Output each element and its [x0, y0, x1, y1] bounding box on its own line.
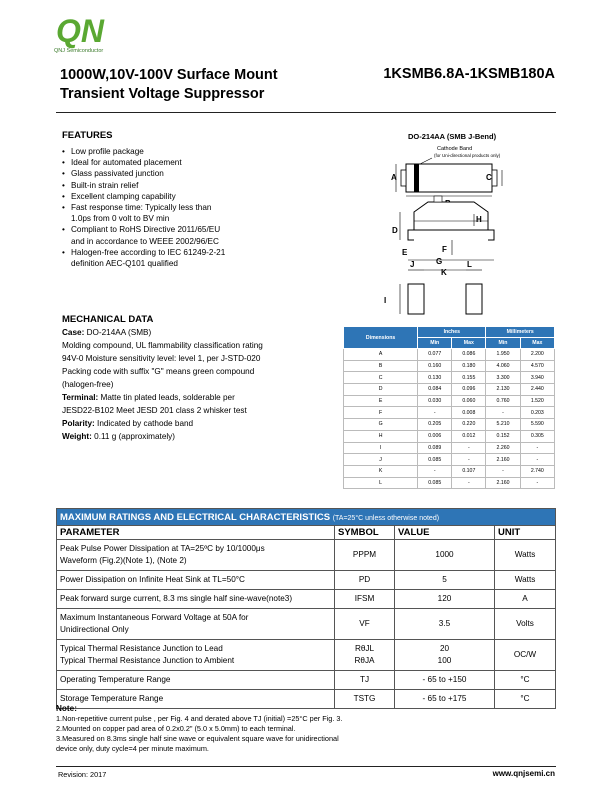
dimension-cell: 0.160 [418, 360, 452, 372]
dimension-cell: 5.210 [486, 419, 520, 431]
dimension-cell: - [520, 477, 554, 489]
feature-item: • Ideal for automated placement [62, 157, 332, 168]
feature-item: • Excellent clamping capability [62, 191, 332, 202]
dimension-cell: 0.077 [418, 349, 452, 361]
header-divider [56, 112, 556, 113]
dimension-cell: - [452, 442, 486, 454]
rating-value: 5 [395, 571, 495, 590]
dimension-cell: G [344, 419, 418, 431]
svg-text:H: H [476, 215, 482, 224]
dimension-row [344, 360, 555, 372]
rating-symbol: TSTG [335, 690, 395, 709]
dimension-cell: 0.203 [520, 407, 554, 419]
feature-item: • Fast response time: Typically less than 1.0ps from 0 volt to BV min [62, 202, 332, 224]
ratings-banner: MAXIMUM RATINGS AND ELECTRICAL CHARACTERISTICS (TA=25°C unless otherwise noted) [57, 509, 556, 526]
dimension-cell: B [344, 360, 418, 372]
dimension-row [344, 384, 555, 396]
inches-header: Inches [418, 327, 486, 338]
svg-text:K: K [441, 268, 447, 277]
rating-row [57, 590, 556, 609]
dimension-cell: - [418, 465, 452, 477]
max-ratings-table: MAXIMUM RATINGS AND ELECTRICAL CHARACTERISTICS (TA=25°C unless otherwise noted) PARAMETER SYMBOL VALUE UNIT Peak Pulse Power Dissipation at TA=25ºC by 10/1000μs Waveform (Fig.2)(Note 1), (Note 2) PPPM 1000 Watts Power Dissipation on Infinite Heat Sink at TL=50°C PD 5 Watts Peak forward surge current, 8.3 ms single half sine-wave(note3) IFSM 120 A Maximum Instantaneous Forward Voltage at 50A for Unidirectional Only VF 3.5 Volts Typical Thermal Resistance Junction to Lead Typical Thermal Resistance Junction to Ambient RθJL RθJA 20 100 OC/W Operating Temperature Range TJ - 65 to +150 °C Storage Temperature Range TSTG - 65 to +175 °C [56, 508, 556, 709]
rating-param: Operating Temperature Range [57, 671, 335, 690]
rating-symbol: RθJL RθJA [335, 640, 395, 671]
dimension-cell: 0.084 [418, 384, 452, 396]
dimension-cell: 5.590 [520, 419, 554, 431]
svg-text:I: I [384, 296, 387, 305]
rating-value: - 65 to +175 [395, 690, 495, 709]
dimension-row [344, 419, 555, 431]
rating-param: Peak forward surge current, 8.3 ms single half sine-wave(note3) [57, 590, 335, 609]
dimension-cell: 0.060 [452, 395, 486, 407]
dimension-cell: 3.940 [520, 372, 554, 384]
feature-item: • Low profile package [62, 146, 332, 157]
dimension-cell: I [344, 442, 418, 454]
dimension-cell: J [344, 454, 418, 466]
rating-param: Power Dissipation on Infinite Heat Sink at TL=50°C [57, 571, 335, 590]
rating-symbol: PD [335, 571, 395, 590]
svg-text:E: E [402, 248, 408, 257]
dimension-cell: 0.305 [520, 430, 554, 442]
dimension-cell: - [520, 454, 554, 466]
rating-symbol: TJ [335, 671, 395, 690]
dimension-cell: A [344, 349, 418, 361]
svg-text:G: G [436, 257, 443, 266]
dimension-cell: - [486, 407, 520, 419]
dimension-row [344, 430, 555, 442]
dimension-cell: 4.060 [486, 360, 520, 372]
dimension-cell: 0.089 [418, 442, 452, 454]
dimension-row [344, 407, 555, 419]
dimension-cell: 0.085 [418, 477, 452, 489]
mechanical-data-block: Case: DO-214AA (SMB) Molding compound, UL flammability classification rating 94V-0 Moisture sensitivity level: level 1, per J-STD-020 Packing code with suffix "G" means green compound (halogen-free) Terminal: Matte tin plated leads, solderable per JESD22-B102 Meet JESD 201 class 2 whisker test Polarity: Indicated by cathode band Weight: 0.11 g (approximately) [62, 328, 263, 441]
revision-text: Revision: 2017 [58, 770, 107, 779]
rating-symbol: IFSM [335, 590, 395, 609]
dimension-cell: 1.950 [486, 349, 520, 361]
dimension-cell: 0.152 [486, 430, 520, 442]
rating-value: 20 100 [395, 640, 495, 671]
features-list [62, 146, 332, 269]
dimension-row [344, 477, 555, 489]
rating-unit: OC/W [495, 640, 556, 671]
dimension-cell: D [344, 384, 418, 396]
dimension-row [344, 349, 555, 361]
rating-unit: Watts [495, 571, 556, 590]
dimension-cell: L [344, 477, 418, 489]
dimension-row [344, 395, 555, 407]
feature-item: • Glass passivated junction [62, 168, 332, 179]
dimension-cell: 0.085 [418, 454, 452, 466]
features-heading: FEATURES [62, 130, 113, 141]
rating-value: 1000 [395, 540, 495, 571]
dimension-cell: 0.220 [452, 419, 486, 431]
dimension-cell: 4.570 [520, 360, 554, 372]
rating-symbol: VF [335, 609, 395, 640]
rating-unit: °C [495, 690, 556, 709]
feature-item: • Compliant to RoHS Directive 2011/65/EU and in accordance to WEEE 2002/96/EC [62, 224, 332, 246]
rating-value: 3.5 [395, 609, 495, 640]
dimension-cell: 2.160 [486, 454, 520, 466]
feature-item: • Halogen-free according to IEC 61249-2-21 definition AEC-Q101 qualified [62, 247, 332, 269]
dimension-cell: 0.760 [486, 395, 520, 407]
dimensions-table: Dimensions Inches Millimeters Min Max Min Max A 0.077 0.086 1.950 2.200 B 0.160 0.180 4.060 4.570 C 0.130 0.155 3.300 3.940 D 0.084 0.096 2.130 2.440 E 0.030 0.060 0.760 1.520 F - 0.008 - 0.203 G 0.205 0.220 5.210 5.590 H 0.006 0.012 0.152 0.305 I 0.089 - 2.260 - J 0.085 - 2.160 - K - 0.107 - 2.740 L 0.085 - 2.160 - [343, 326, 555, 489]
dimension-cell: 0.012 [452, 430, 486, 442]
dimension-cell: 0.030 [418, 395, 452, 407]
footer-divider [56, 766, 556, 767]
dimension-cell: 2.200 [520, 349, 554, 361]
rating-unit: °C [495, 671, 556, 690]
rating-value: 120 [395, 590, 495, 609]
dimension-cell: K [344, 465, 418, 477]
mm-header: Millimeters [486, 327, 555, 338]
dim-header: Dimensions [344, 327, 418, 349]
logo-text: QN [56, 13, 104, 49]
company-name: QNJ Semiconductor [54, 48, 104, 54]
mechanical-heading: MECHANICAL DATA [62, 314, 154, 325]
rating-symbol: PPPM [335, 540, 395, 571]
dimension-cell: 2.130 [486, 384, 520, 396]
dimension-cell: 0.107 [452, 465, 486, 477]
dimension-cell: 0.205 [418, 419, 452, 431]
dimension-cell: - [520, 442, 554, 454]
rating-param: Typical Thermal Resistance Junction to Lead Typical Thermal Resistance Junction to Ambient [57, 640, 335, 671]
dimension-row [344, 372, 555, 384]
website-link[interactable]: www.qnjsemi.cn [492, 769, 555, 778]
dimension-cell: 0.096 [452, 384, 486, 396]
dimension-cell: - [452, 477, 486, 489]
page-title: 1000W,10V-100V Surface Mount Transient Voltage Suppressor [60, 67, 278, 102]
svg-text:J: J [410, 260, 415, 269]
svg-text:A: A [391, 173, 397, 182]
dimension-cell: - [486, 465, 520, 477]
rating-unit: A [495, 590, 556, 609]
dimension-cell: C [344, 372, 418, 384]
dimension-row [344, 454, 555, 466]
rating-param: Storage Temperature Range [57, 690, 335, 709]
rating-param: Peak Pulse Power Dissipation at TA=25ºC by 10/1000μs Waveform (Fig.2)(Note 1), (Note 2) [57, 540, 335, 571]
svg-text:D: D [392, 226, 398, 235]
cathode-band-label: Cathode Band [437, 146, 473, 152]
dimension-cell: H [344, 430, 418, 442]
svg-text:F: F [442, 245, 447, 254]
rating-value: - 65 to +150 [395, 671, 495, 690]
dimension-cell: E [344, 395, 418, 407]
dimension-cell: 2.440 [520, 384, 554, 396]
dimension-cell: 3.300 [486, 372, 520, 384]
dimension-cell: 0.130 [418, 372, 452, 384]
dimension-cell: - [418, 407, 452, 419]
dimension-cell: 0.008 [452, 407, 486, 419]
dimension-cell: 0.006 [418, 430, 452, 442]
feature-item: • Built-in strain relief [62, 180, 332, 191]
dimension-row [344, 442, 555, 454]
dimension-cell: 2.160 [486, 477, 520, 489]
rating-row [57, 540, 556, 571]
rating-row [57, 671, 556, 690]
dimension-row [344, 465, 555, 477]
rating-row [57, 640, 556, 671]
dimension-cell: - [452, 454, 486, 466]
dimension-cell: 2.740 [520, 465, 554, 477]
dimension-cell: 0.155 [452, 372, 486, 384]
svg-text:L: L [467, 260, 472, 269]
svg-text:C: C [486, 173, 492, 182]
dimension-cell: 0.086 [452, 349, 486, 361]
dimension-cell: F [344, 407, 418, 419]
dimension-cell: 2.260 [486, 442, 520, 454]
rating-row [57, 571, 556, 590]
package-outline-drawing [370, 130, 560, 315]
rating-unit: Watts [495, 540, 556, 571]
dimension-cell: 1.520 [520, 395, 554, 407]
notes-block: Note: 1.Non-repetitive current pulse , per Fig. 4 and derated above TJ (initial) =25°C per Fig. 3. 2.Mounted on copper pad area of 0.2x0.2" (5.0 x 5.0mm) to each terminal. 3.Measured on 8.3ms single half sine wave or equivalent square wave for unidirectional device only, duty cycle=4 per minute maximum. [56, 704, 343, 753]
package-name: DO-214AA (SMB J-Bend) [408, 132, 497, 141]
rating-unit: Volts [495, 609, 556, 640]
part-number-range: 1KSMB6.8A-1KSMB180A [383, 66, 555, 82]
rating-param: Maximum Instantaneous Forward Voltage at 50A for Unidirectional Only [57, 609, 335, 640]
rating-row [57, 609, 556, 640]
dimension-cell: 0.180 [452, 360, 486, 372]
cathode-band-note: (for Uni-directional products only) [434, 153, 501, 158]
